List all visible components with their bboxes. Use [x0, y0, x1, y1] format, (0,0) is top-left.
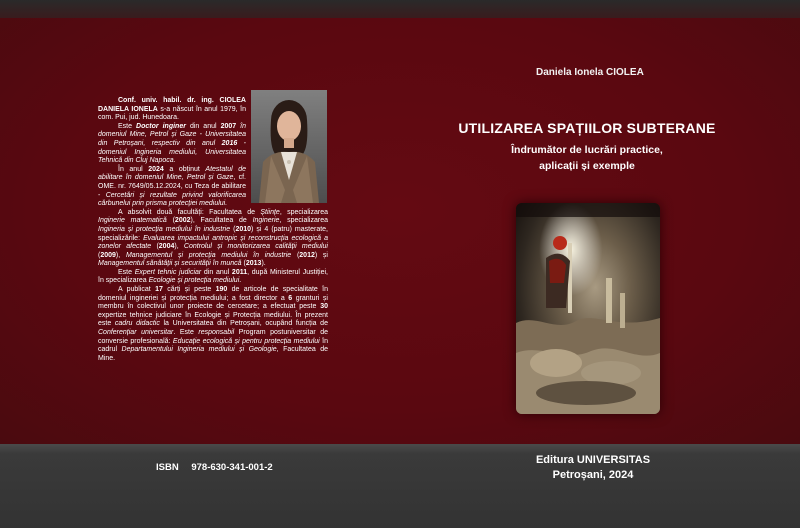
publisher-place: Petroșani, 2024: [552, 469, 634, 481]
bio-text: (: [230, 225, 236, 233]
bio-year: 2007: [220, 122, 237, 130]
bio-text: A absolvit două facultăți: Facultatea de: [118, 208, 261, 216]
bio-year: 2016: [221, 139, 238, 147]
bio-text: ), Facultatea de: [190, 217, 253, 225]
bio-text: Științe: [260, 208, 280, 216]
bio-text: (: [291, 251, 300, 259]
bio-text: în cadrul: [98, 337, 328, 354]
title-block: [452, 120, 722, 174]
author-name: Daniela Ionela CIOLEA: [536, 67, 644, 78]
bio-author-title: Conf. univ. habil. dr. ing. CIOLEA DANIELA IONELA: [98, 97, 246, 113]
isbn-value: 978-630-341-001-2: [191, 462, 273, 473]
subtitle-line-2: aplicații și exemple: [539, 160, 635, 172]
bio-text: . Este: [173, 329, 199, 337]
bio-text: .: [239, 277, 242, 285]
bio-text: , Facultatea de Mine.: [98, 346, 328, 362]
publisher-name: Editura UNIVERSITAS: [535, 454, 651, 466]
bio-text: (: [241, 260, 246, 268]
bio-text: Program postuniversitar de conversie profesională:: [98, 329, 328, 345]
bio-text: (: [166, 217, 175, 225]
bio-year: 2011: [231, 268, 248, 276]
bio-text: Este: [118, 122, 137, 130]
bio-number: 17: [155, 286, 163, 294]
bio-text: ) și: [314, 251, 328, 259]
bio-emphasis: Doctor inginer: [136, 122, 186, 130]
bio-paragraph-3: [98, 166, 246, 209]
bio-text: ),: [174, 243, 184, 251]
bio-text: Controlul și monitorizarea calității mediului: [183, 243, 328, 251]
bio-text: Conferențiar universitar: [98, 329, 174, 337]
bio-text: Managementul și protecția mediului în industrie: [125, 251, 292, 259]
bio-text: a obținut: [163, 165, 206, 173]
bio-paragraph-6: [98, 286, 328, 363]
bio-year: 2012: [299, 251, 315, 259]
bio-paragraph-2: [98, 123, 246, 166]
bio-text: din anul: [201, 268, 232, 276]
bio-text: Managementul sănătății și securității în muncă: [98, 260, 242, 268]
bio-text: Educație ecologică și pentru protecția mediului: [172, 337, 320, 345]
bio-text: Inginerie: [252, 217, 280, 225]
bio-number: 6: [288, 294, 293, 302]
bio-text: , după Ministerul Justiției, în specializarea: [98, 268, 328, 285]
bio-text: Cercetări și rezultate privind valorificarea cărbunelui prin prisma protecției mediului.: [98, 191, 246, 208]
bio-text: ),: [115, 251, 126, 259]
bio-paragraph-5: [98, 269, 328, 286]
bio-text: În anul: [118, 165, 149, 173]
bio-text: Ecologie și protecția mediului: [148, 277, 240, 285]
bio-text: în domeniul Mine, Petrol și Gaze - Universitatea din Petroșani, respectiv din anul: [98, 122, 246, 147]
cave-photo: [516, 203, 660, 414]
bio-text: Atestatul de abilitare în domeniul Mine, Petrol și Gaze: [98, 165, 247, 182]
bio-text: s-a născut în anul 1979, în com. Pui, jud. Hunedoara.: [98, 105, 246, 122]
book-subtitle: [452, 142, 722, 174]
bio-text: - domeniul Ingineria mediului, Universitatea Tehnică din Cluj Napoca.: [98, 139, 247, 165]
bio-text: Ingineria și protecția mediului în industrie: [98, 225, 231, 233]
bio-year: 2010: [235, 225, 252, 233]
bio-number: 190: [215, 286, 228, 294]
bio-year: 2024: [148, 165, 164, 173]
bio-text: expertize tehnice judiciare în Ecologie și Protecția mediului. În prezent este: [98, 311, 328, 328]
book-title: UTILIZAREA SPAȚIILOR SUBTERANE: [458, 120, 716, 136]
bio-text: responsabil: [198, 329, 235, 337]
bio-year: 2009: [100, 251, 116, 259]
isbn-label: ISBN: [156, 462, 179, 473]
bio-text: Este: [118, 268, 135, 276]
author-biography: [98, 97, 328, 363]
bio-text: cadru didactic: [114, 320, 160, 328]
bio-text: A publicat: [118, 286, 156, 294]
bio-text: , specializarea: [279, 208, 328, 216]
isbn: [156, 462, 273, 473]
bio-text: (: [98, 251, 101, 259]
publisher: [508, 453, 678, 483]
bio-text: Inginerie matematică: [98, 217, 167, 225]
bio-text: ) și 4 (patru) masterate, specializările:: [98, 225, 329, 242]
bio-text: granturi și membru în colectivul unor proiecte de cercetare; a efectuat peste: [98, 294, 328, 311]
bio-text: (: [151, 243, 159, 251]
bio-text: Evaluarea impactului antropic și reconstrucția ecologică a zonelor afectate: [98, 234, 329, 251]
bio-text: Expert tehnic judiciar: [134, 268, 202, 276]
bio-year: 2004: [158, 243, 175, 251]
bio-paragraph-1: [98, 97, 246, 123]
top-band: [0, 0, 800, 20]
bio-number: 30: [320, 303, 328, 311]
bio-text: cărți și peste: [162, 286, 216, 294]
bio-text: de articole de specialitate în domeniul ingineriei și protecția mediului; a fost director a: [98, 286, 328, 302]
bio-paragraph-4: [98, 209, 328, 269]
bio-text: , specializarea: [279, 217, 328, 225]
bottom-band: [0, 444, 800, 528]
bio-year: 2002: [174, 217, 191, 225]
bio-text: la Universitatea din Petroșani, ocupând funcția de: [159, 320, 328, 328]
bio-text: , cf. OME. nr. 7649/05.12.2024, cu Teza de abilitare -: [98, 174, 247, 199]
bio-year: 2013: [245, 260, 262, 268]
subtitle-line-1: Îndrumător de lucrări practice,: [511, 144, 663, 156]
bio-text: Departamentului Ingineria mediului și Geologie: [121, 346, 277, 354]
bio-text: din anul: [185, 122, 221, 130]
bio-text: ).: [261, 260, 266, 268]
